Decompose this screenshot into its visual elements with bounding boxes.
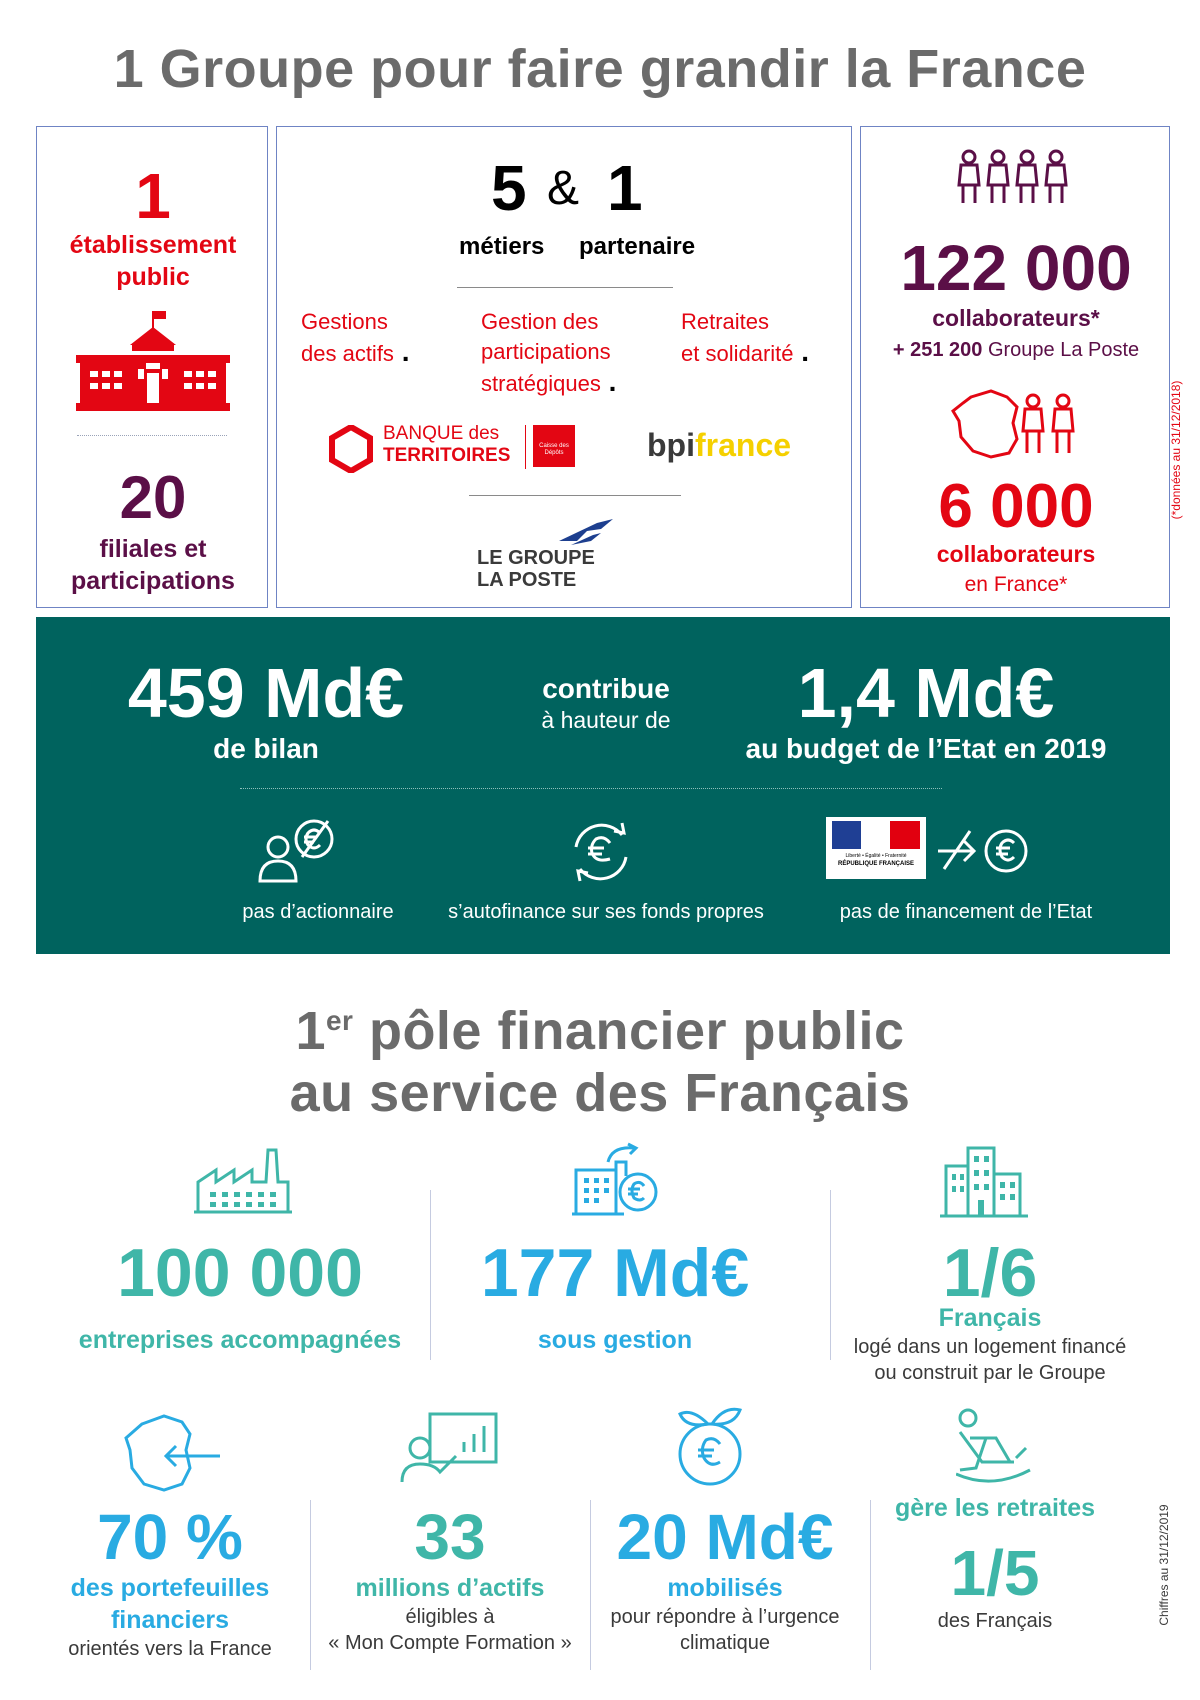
rf-motto: Liberté • Égalité • Fraternité [845,853,907,859]
metier-line: stratégiques [481,371,601,396]
metier-line: Gestion des [481,309,599,334]
collaborateurs-france-label: collaborateurs [936,541,1096,567]
filiales-label-1: filiales et [99,535,207,563]
factory-icon [194,1146,292,1216]
public-building-icon [76,311,230,411]
metier-line: et solidarité [681,341,794,366]
no-shareholder-icon [254,817,340,887]
training-board-icon [400,1410,500,1484]
no-euro-transfer-icon [934,825,1030,877]
logement-label: Français [938,1304,1042,1332]
mobilises-value: 20 Md€ [616,1501,834,1573]
metier-line: Retraites [681,309,770,334]
euro-leaf-icon [672,1404,748,1488]
contribue-label: contribue [542,673,670,704]
france-people-icon [951,387,1081,467]
budget-label: au budget de l’Etat en 2019 [745,733,1107,764]
logo-text: TERRITOIRES [383,445,511,466]
divider [469,495,681,496]
portefeuilles-desc: orientés vers la France [68,1638,272,1660]
etablissement-count: 1 [135,160,171,232]
entreprises-label: entreprises accompagnées [78,1326,402,1354]
entreprises-value: 100 000 [117,1235,363,1311]
sous-gestion-label: sous gestion [537,1326,693,1354]
collaborateurs-label: collaborateurs* [932,305,1100,331]
hauteur-label: à hauteur de [541,707,671,733]
actifs-label: millions d’actifs [355,1574,545,1602]
buildings-icon [940,1144,1030,1220]
footnote: Chiffres au 31/12/2019 [1157,1504,1171,1626]
etablissement-label-1: établissement [69,231,237,259]
republique-francaise-logo [826,817,926,879]
logo-text: BANQUE des [383,423,500,444]
metier-line: des actifs [301,341,394,366]
box-etablissement [36,126,268,608]
filiales-label-2: participations [71,567,235,595]
metier-gestions-actifs: Gestions des actifs . [301,309,410,367]
bpifrance-logo [647,427,791,464]
flag-icon [832,821,920,849]
band-item-label: pas de financement de l’Etat [839,901,1093,923]
sous-gestion-value: 177 Md€ [480,1235,750,1311]
logo-separator [525,425,526,469]
people-group-icon [955,149,1071,205]
la-poste-collaborateurs [861,339,1171,362]
filiales-count: 20 [119,464,187,531]
retraites-value: 1/5 [950,1537,1040,1609]
logo-text: bpi [647,427,695,463]
bilan-value: 459 Md€ [127,654,405,732]
partenaire-count: 1 [607,152,643,224]
collaborateurs-france-sub: en France* [964,573,1068,596]
metiers-label: métiers [459,233,545,260]
logement-desc-2: ou construit par le Groupe [874,1362,1106,1384]
title-part: au service des Français [289,1063,911,1123]
portefeuilles-value: 70 % [97,1501,243,1573]
divider [77,435,227,436]
divider [240,788,942,789]
caisse-des-depots-logo: Caisse des Dépôts [533,425,575,467]
metier-line: Gestions [301,309,388,334]
banque-des-territoires-logo [329,425,373,473]
euro-cycle-icon [566,817,636,887]
portefeuilles-label-2: financiers [110,1606,230,1634]
metier-retraites: Retraites et solidarité . [681,309,810,367]
box-metiers [276,126,852,608]
band-item-label: s’autofinance sur ses fonds propres [448,901,764,923]
collaborateurs-france-count: 6 000 [938,472,1094,541]
france-arrow-icon [124,1412,224,1496]
budget-value: 1,4 Md€ [797,654,1055,732]
divider [457,287,673,288]
retraites-label: gère les retraites [894,1494,1096,1522]
mobilises-label: mobilisés [667,1574,783,1602]
actifs-desc-1: éligibles à [405,1606,495,1628]
logement-value: 1/6 [942,1235,1038,1311]
rf-label: RÉPUBLIQUE FRANÇAISE [837,861,914,867]
data-date-note: (*données au 31/12/2018) [1169,380,1183,520]
box-collaborateurs [860,126,1183,608]
building-euro-icon [572,1142,664,1218]
la-poste-bird-icon [557,517,615,549]
rocking-chair-icon [956,1408,1032,1490]
logo-text: LE GROUPE [477,547,595,569]
ampersand: & [547,162,580,215]
actifs-desc-2: « Mon Compte Formation » [328,1632,572,1654]
logement-desc-1: logé dans un logement financé [853,1336,1127,1358]
logo-text: LA POSTE [477,569,577,591]
bilan-label: de bilan [213,733,319,764]
collaborateurs-count: 122 000 [900,232,1132,304]
mobilises-desc-1: pour répondre à l’urgence [610,1606,840,1628]
retraites-desc: des Français [937,1610,1053,1632]
metiers-count: 5 [491,152,527,224]
etablissement-label-2: public [116,263,190,291]
partenaire-label: partenaire [579,233,696,260]
page-title: 1 Groupe pour faire grandir la France [113,39,1087,99]
band-item-label: pas d’actionnaire [242,901,394,923]
title-part: pôle financier public [353,1001,905,1061]
section-title [0,990,1200,1124]
sub-value: + 251 200 [892,339,983,361]
la-poste-text [477,547,595,591]
sub-label: Groupe La Poste [987,339,1140,361]
portefeuilles-label-1: des portefeuilles [70,1574,270,1602]
mobilises-desc-2: climatique [679,1632,771,1654]
metier-participations: Gestion des participations stratégiques . [481,309,617,397]
finance-band [36,617,1170,954]
banque-des-territoires-text [383,423,510,467]
title-part: 1 [295,1001,326,1061]
metier-line: participations [481,339,611,364]
logo-text: france [694,427,792,463]
title-sup: er [325,1005,354,1036]
actifs-value: 33 [414,1501,486,1573]
